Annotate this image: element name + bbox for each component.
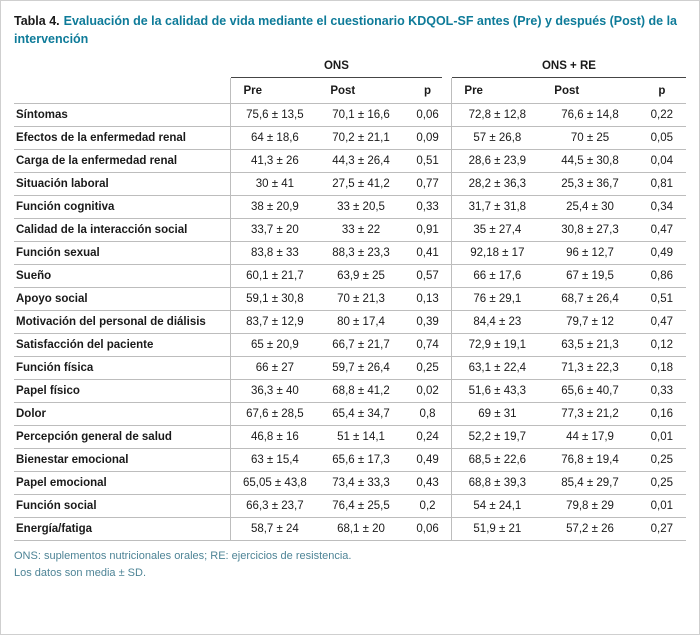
- row-label: Síntomas: [14, 104, 231, 127]
- value-cell: 33 ± 22: [318, 219, 403, 242]
- column-header-row: [14, 78, 686, 104]
- p-value-cell: 0,49: [638, 242, 686, 265]
- value-cell: 84,4 ± 23: [452, 311, 542, 334]
- table-caption: [14, 13, 686, 48]
- value-cell: 70 ± 21,3: [318, 288, 403, 311]
- p-value-cell: 0,02: [404, 380, 452, 403]
- value-cell: 36,3 ± 40: [231, 380, 318, 403]
- value-cell: 92,18 ± 17: [452, 242, 542, 265]
- value-cell: 63,5 ± 21,3: [542, 334, 637, 357]
- value-cell: 51,6 ± 43,3: [452, 380, 542, 403]
- value-cell: 70,2 ± 21,1: [318, 127, 403, 150]
- table-row: [14, 472, 686, 495]
- value-cell: 65,6 ± 17,3: [318, 449, 403, 472]
- value-cell: 54 ± 24,1: [452, 495, 542, 518]
- p-value-cell: 0,27: [638, 518, 686, 541]
- table-row: [14, 173, 686, 196]
- value-cell: 79,8 ± 29: [542, 495, 637, 518]
- p-value-cell: 0,34: [638, 196, 686, 219]
- group-header-ons-re: [452, 58, 686, 78]
- value-cell: 64 ± 18,6: [231, 127, 318, 150]
- value-cell: 35 ± 27,4: [452, 219, 542, 242]
- p-value-cell: 0,47: [638, 219, 686, 242]
- value-cell: 66,7 ± 21,7: [318, 334, 403, 357]
- value-cell: 38 ± 20,9: [231, 196, 318, 219]
- value-cell: 66,3 ± 23,7: [231, 495, 318, 518]
- value-cell: 68,8 ± 41,2: [318, 380, 403, 403]
- p-value-cell: 0,51: [404, 150, 452, 173]
- table-row: [14, 196, 686, 219]
- table-row: [14, 104, 686, 127]
- col-header-ons-p: p: [404, 78, 452, 104]
- value-cell: 65 ± 20,9: [231, 334, 318, 357]
- value-cell: 27,5 ± 41,2: [318, 173, 403, 196]
- p-value-cell: 0,01: [638, 426, 686, 449]
- value-cell: 59,1 ± 30,8: [231, 288, 318, 311]
- p-value-cell: 0,77: [404, 173, 452, 196]
- row-label: Sueño: [14, 265, 231, 288]
- table-row: [14, 311, 686, 334]
- value-cell: 31,7 ± 31,8: [452, 196, 542, 219]
- row-label: Situación laboral: [14, 173, 231, 196]
- value-cell: 57,2 ± 26: [542, 518, 637, 541]
- value-cell: 59,7 ± 26,4: [318, 357, 403, 380]
- table-row: [14, 403, 686, 426]
- value-cell: 76,8 ± 19,4: [542, 449, 637, 472]
- value-cell: 28,6 ± 23,9: [452, 150, 542, 173]
- row-label: Función física: [14, 357, 231, 380]
- p-value-cell: 0,2: [404, 495, 452, 518]
- value-cell: 65,4 ± 34,7: [318, 403, 403, 426]
- p-value-cell: 0,43: [404, 472, 452, 495]
- value-cell: 44 ± 17,9: [542, 426, 637, 449]
- row-label: Motivación del personal de diálisis: [14, 311, 231, 334]
- value-cell: 69 ± 31: [452, 403, 542, 426]
- table-caption-text: Evaluación de la calidad de vida mediante el cuestionario KDQOL-SF antes (Pre) y después (Post) de la intervención: [14, 14, 677, 46]
- value-cell: 83,8 ± 33: [231, 242, 318, 265]
- p-value-cell: 0,16: [638, 403, 686, 426]
- p-value-cell: 0,22: [638, 104, 686, 127]
- value-cell: 72,9 ± 19,1: [452, 334, 542, 357]
- col-header-ons-re-p: p: [638, 78, 686, 104]
- table-row: [14, 380, 686, 403]
- value-cell: 41,3 ± 26: [231, 150, 318, 173]
- p-value-cell: 0,81: [638, 173, 686, 196]
- kdqol-table: [14, 58, 686, 541]
- value-cell: 51,9 ± 21: [452, 518, 542, 541]
- p-value-cell: 0,33: [404, 196, 452, 219]
- col-header-ons-post: Post: [318, 78, 403, 104]
- table-row: [14, 288, 686, 311]
- value-cell: 65,6 ± 40,7: [542, 380, 637, 403]
- value-cell: 85,4 ± 29,7: [542, 472, 637, 495]
- row-label: Papel físico: [14, 380, 231, 403]
- p-value-cell: 0,09: [404, 127, 452, 150]
- p-value-cell: 0,13: [404, 288, 452, 311]
- p-value-cell: 0,41: [404, 242, 452, 265]
- p-value-cell: 0,51: [638, 288, 686, 311]
- p-value-cell: 0,06: [404, 518, 452, 541]
- value-cell: 72,8 ± 12,8: [452, 104, 542, 127]
- table-row: [14, 242, 686, 265]
- row-label: Energía/fatiga: [14, 518, 231, 541]
- table-row: [14, 518, 686, 541]
- table-row: [14, 150, 686, 173]
- row-label: Papel emocional: [14, 472, 231, 495]
- value-cell: 66 ± 27: [231, 357, 318, 380]
- col-header-ons-re-pre: Pre: [452, 78, 542, 104]
- value-cell: 66 ± 17,6: [452, 265, 542, 288]
- value-cell: 75,6 ± 13,5: [231, 104, 318, 127]
- table-row: [14, 334, 686, 357]
- group-label-ons: ONS: [231, 58, 442, 78]
- value-cell: 67,6 ± 28,5: [231, 403, 318, 426]
- value-cell: 52,2 ± 19,7: [452, 426, 542, 449]
- value-cell: 77,3 ± 21,2: [542, 403, 637, 426]
- row-label: Función cognitiva: [14, 196, 231, 219]
- value-cell: 44,3 ± 26,4: [318, 150, 403, 173]
- p-value-cell: 0,24: [404, 426, 452, 449]
- value-cell: 33 ± 20,5: [318, 196, 403, 219]
- value-cell: 71,3 ± 22,3: [542, 357, 637, 380]
- row-label: Carga de la enfermedad renal: [14, 150, 231, 173]
- value-cell: 96 ± 12,7: [542, 242, 637, 265]
- value-cell: 76,4 ± 25,5: [318, 495, 403, 518]
- value-cell: 65,05 ± 43,8: [231, 472, 318, 495]
- value-cell: 51 ± 14,1: [318, 426, 403, 449]
- row-label: Calidad de la interacción social: [14, 219, 231, 242]
- col-header-ons-re-post: Post: [542, 78, 637, 104]
- footnote-abbreviations: ONS: suplementos nutricionales orales; RE: ejercicios de resistencia.: [14, 550, 352, 562]
- value-cell: 25,4 ± 30: [542, 196, 637, 219]
- value-cell: 58,7 ± 24: [231, 518, 318, 541]
- table-row: [14, 449, 686, 472]
- value-cell: 63,1 ± 22,4: [452, 357, 542, 380]
- value-cell: 68,5 ± 22,6: [452, 449, 542, 472]
- value-cell: 79,7 ± 12: [542, 311, 637, 334]
- p-value-cell: 0,8: [404, 403, 452, 426]
- p-value-cell: 0,01: [638, 495, 686, 518]
- row-label: Dolor: [14, 403, 231, 426]
- value-cell: 63,9 ± 25: [318, 265, 403, 288]
- p-value-cell: 0,86: [638, 265, 686, 288]
- group-header-ons: [231, 58, 452, 78]
- value-cell: 25,3 ± 36,7: [542, 173, 637, 196]
- value-cell: 88,3 ± 23,3: [318, 242, 403, 265]
- row-label: Efectos de la enfermedad renal: [14, 127, 231, 150]
- p-value-cell: 0,57: [404, 265, 452, 288]
- value-cell: 63 ± 15,4: [231, 449, 318, 472]
- value-cell: 46,8 ± 16: [231, 426, 318, 449]
- p-value-cell: 0,33: [638, 380, 686, 403]
- row-label: Apoyo social: [14, 288, 231, 311]
- value-cell: 83,7 ± 12,9: [231, 311, 318, 334]
- p-value-cell: 0,04: [638, 150, 686, 173]
- p-value-cell: 0,91: [404, 219, 452, 242]
- value-cell: 80 ± 17,4: [318, 311, 403, 334]
- table-row: [14, 495, 686, 518]
- p-value-cell: 0,06: [404, 104, 452, 127]
- value-cell: 68,1 ± 20: [318, 518, 403, 541]
- value-cell: 60,1 ± 21,7: [231, 265, 318, 288]
- value-cell: 76 ± 29,1: [452, 288, 542, 311]
- value-cell: 76,6 ± 14,8: [542, 104, 637, 127]
- value-cell: 70,1 ± 16,6: [318, 104, 403, 127]
- value-cell: 68,7 ± 26,4: [542, 288, 637, 311]
- value-cell: 57 ± 26,8: [452, 127, 542, 150]
- row-label: Bienestar emocional: [14, 449, 231, 472]
- p-value-cell: 0,25: [638, 472, 686, 495]
- table-row: [14, 219, 686, 242]
- footnotes: [14, 548, 686, 582]
- row-label-header: [14, 78, 231, 104]
- value-cell: 67 ± 19,5: [542, 265, 637, 288]
- row-label: Función sexual: [14, 242, 231, 265]
- group-label-ons-re: ONS + RE: [452, 58, 686, 78]
- value-cell: 73,4 ± 33,3: [318, 472, 403, 495]
- p-value-cell: 0,18: [638, 357, 686, 380]
- p-value-cell: 0,12: [638, 334, 686, 357]
- row-label: Percepción general de salud: [14, 426, 231, 449]
- p-value-cell: 0,49: [404, 449, 452, 472]
- value-cell: 68,8 ± 39,3: [452, 472, 542, 495]
- p-value-cell: 0,39: [404, 311, 452, 334]
- table-row: [14, 265, 686, 288]
- p-value-cell: 0,74: [404, 334, 452, 357]
- table-row: [14, 127, 686, 150]
- value-cell: 33,7 ± 20: [231, 219, 318, 242]
- table-row: [14, 357, 686, 380]
- table-number: Tabla 4.: [14, 14, 60, 28]
- p-value-cell: 0,25: [638, 449, 686, 472]
- value-cell: 44,5 ± 30,8: [542, 150, 637, 173]
- value-cell: 30,8 ± 27,3: [542, 219, 637, 242]
- p-value-cell: 0,05: [638, 127, 686, 150]
- row-label: Satisfacción del paciente: [14, 334, 231, 357]
- group-header-row: [14, 58, 686, 78]
- row-label: Función social: [14, 495, 231, 518]
- corner-cell: [14, 58, 231, 78]
- p-value-cell: 0,47: [638, 311, 686, 334]
- table-row: [14, 426, 686, 449]
- value-cell: 28,2 ± 36,3: [452, 173, 542, 196]
- value-cell: 70 ± 25: [542, 127, 637, 150]
- col-header-ons-pre: Pre: [231, 78, 318, 104]
- p-value-cell: 0,25: [404, 357, 452, 380]
- value-cell: 30 ± 41: [231, 173, 318, 196]
- footnote-data-format: Los datos son media ± SD.: [14, 567, 146, 580]
